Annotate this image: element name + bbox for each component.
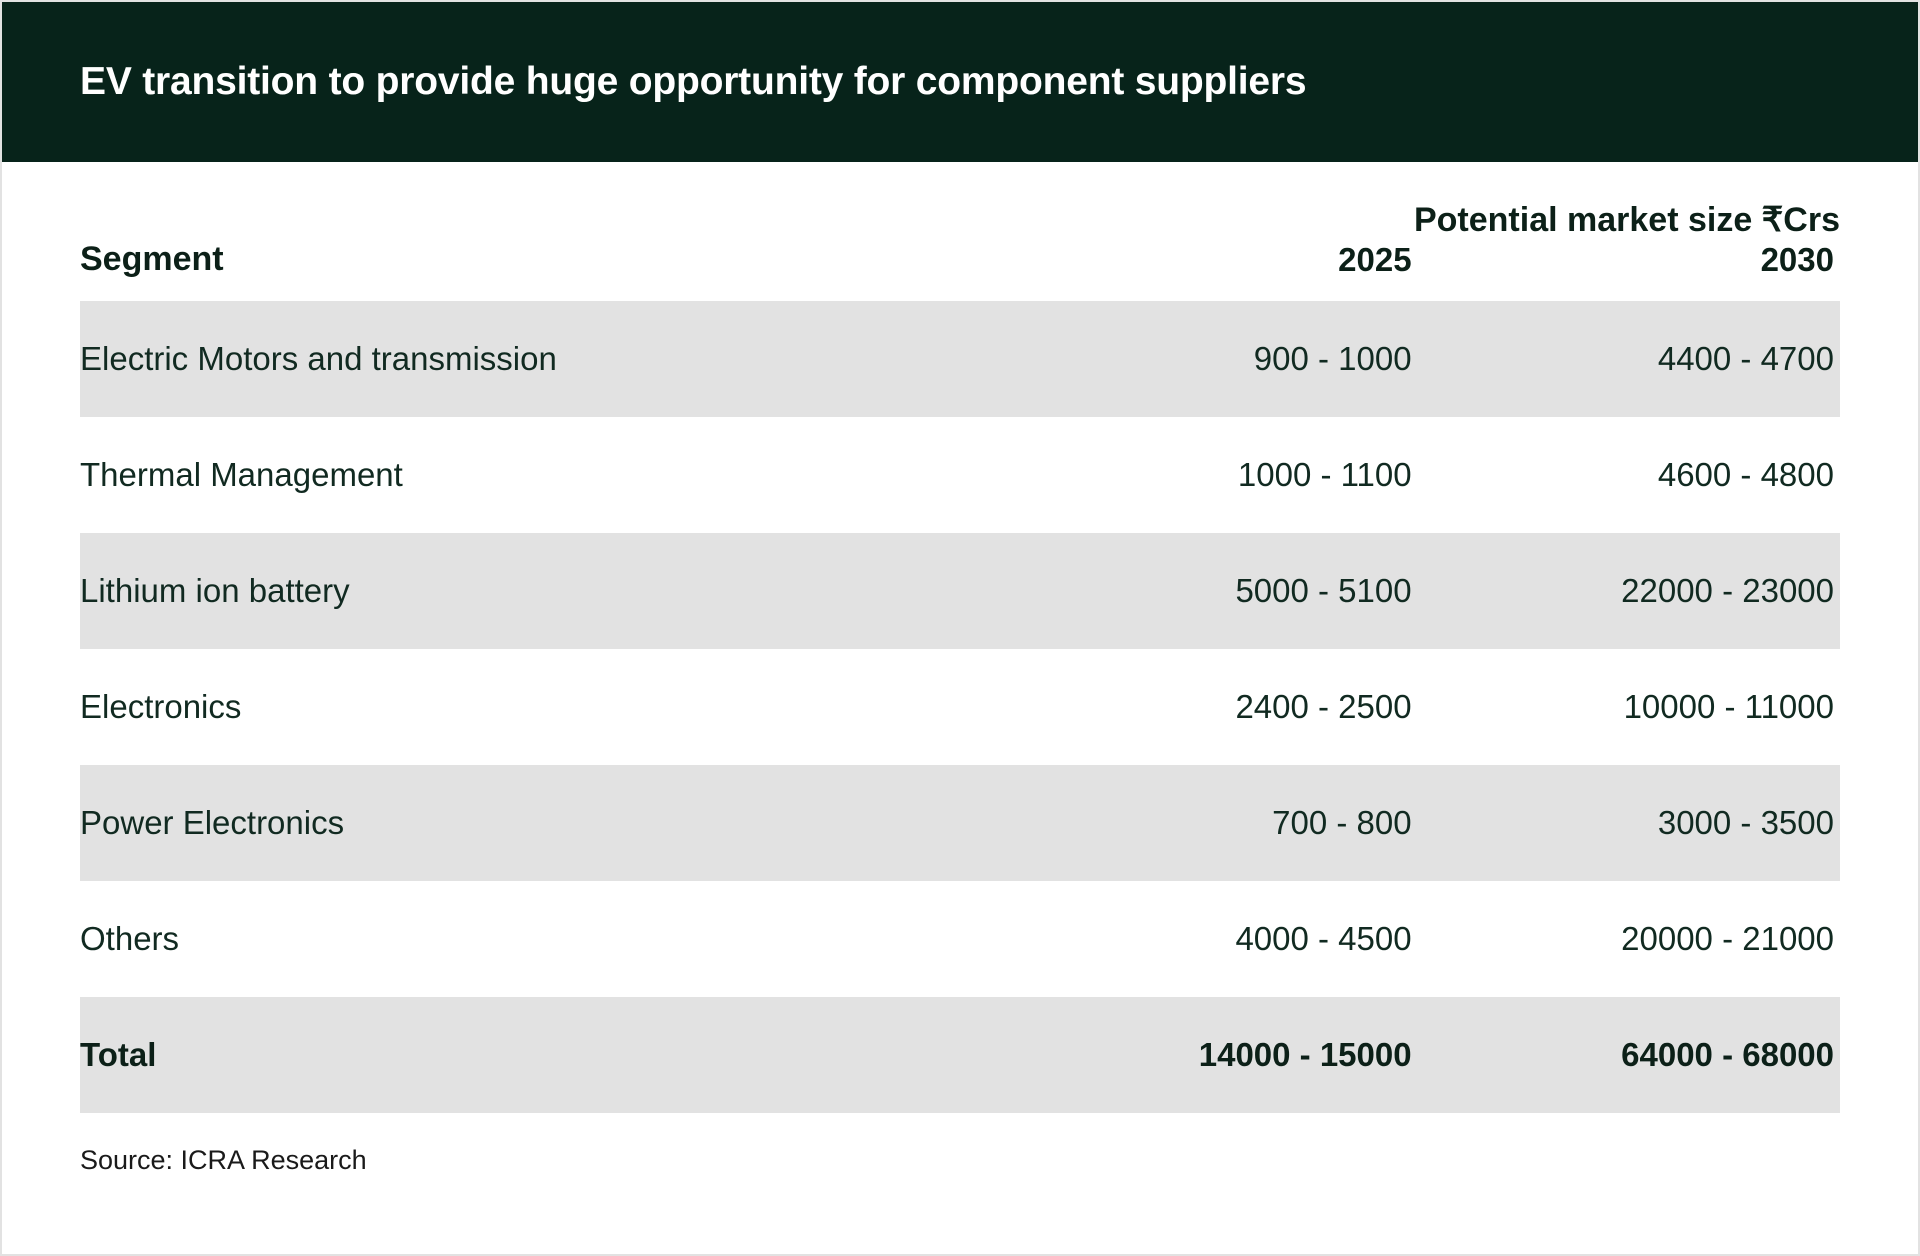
cell-segment: Total [80, 997, 995, 1113]
table-row [80, 533, 1840, 649]
table-header-row [80, 240, 1840, 301]
column-header-segment: Segment [80, 240, 224, 278]
table-row [80, 649, 1840, 765]
cell-2030: 64000 - 68000 [1418, 997, 1840, 1113]
cell-2025: 5000 - 5100 [995, 533, 1417, 649]
cell-2025: 2400 - 2500 [1235, 688, 1412, 725]
cell-segment: Electric Motors and transmission [80, 301, 995, 417]
cell-2025: 1000 - 1100 [1237, 456, 1412, 493]
column-header-2030: 2030 [1760, 241, 1834, 278]
group-header-spacer [80, 162, 995, 240]
cell-2025: 700 - 800 [995, 765, 1417, 881]
table-row [80, 765, 1840, 881]
cell-segment: Others [80, 920, 180, 957]
cell-segment: Lithium ion battery [80, 533, 995, 649]
cell-2030: 4400 - 4700 [1418, 301, 1840, 417]
cell-segment: Thermal Management [80, 456, 403, 493]
table-body [80, 301, 1840, 1113]
cell-2030: 4600 - 4800 [1657, 456, 1834, 493]
cell-2030: 22000 - 23000 [1418, 533, 1840, 649]
cell-segment: Power Electronics [80, 765, 995, 881]
title-bar [2, 2, 1918, 162]
table-group-header-row [80, 162, 1840, 240]
table-row-total [80, 997, 1840, 1113]
cell-2025: 4000 - 4500 [1235, 920, 1412, 957]
cell-2025: 14000 - 15000 [995, 997, 1417, 1113]
table-container [2, 162, 1918, 1113]
page-title: EV transition to provide huge opportunity for component suppliers [80, 60, 1307, 103]
cell-2030: 20000 - 21000 [1621, 920, 1834, 957]
cell-2030: 10000 - 11000 [1623, 688, 1834, 725]
cell-2025: 900 - 1000 [995, 301, 1417, 417]
table-row [80, 881, 1840, 997]
table-row [80, 417, 1840, 533]
market-size-table [80, 162, 1840, 1113]
column-header-2025: 2025 [1338, 241, 1412, 278]
cell-segment: Electronics [80, 688, 242, 725]
source-note: Source: ICRA Research [80, 1145, 367, 1175]
cell-2030: 3000 - 3500 [1418, 765, 1840, 881]
table-row [80, 301, 1840, 417]
table-head [80, 162, 1840, 301]
group-header-market-size: Potential market size ₹Crs [1413, 201, 1840, 239]
